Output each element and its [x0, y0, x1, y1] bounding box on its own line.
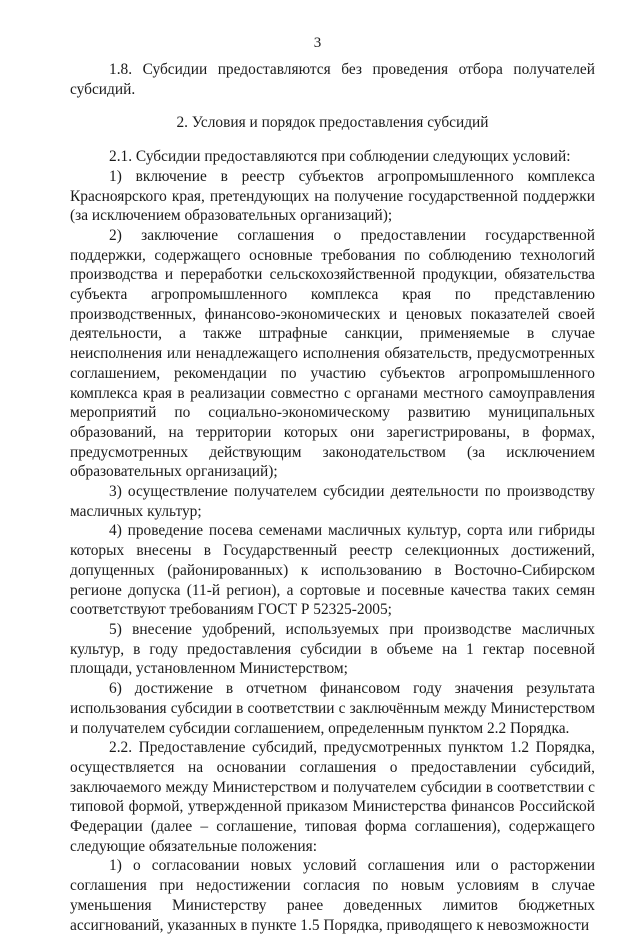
paragraph-2-1: 2.1. Субсидии предоставляются при соблюдении следующих условий:	[109, 148, 571, 166]
list-item-condition-6: 6) достижение в отчетном финансовом году значения результата использования субсидии в соответствии с заключённым между Министерством и получателем субсидии соглашением, определенным пунктом 2.2 Порядка.	[70, 680, 595, 737]
list-item-condition-3: 3) осуществление получателем субсидии деятельности по производству масличных культур;	[70, 483, 595, 520]
paragraph-2-2: 2.2. Предоставление субсидий, предусмотренных пунктом 1.2 Порядка, осуществляется на основании соглашения о предоставлении субсидий, заключаемого между Министерством и получателем субсидии в соответствии с типовой формой, утвержденной приказом Министерства финансов Российской Федерации (далее – соглашение, типовая форма соглашения), содержащего следующие обязательные положения:	[70, 739, 595, 855]
paragraph-1-8: 1.8. Субсидии предоставляются без проведения отбора получателей субсидий.	[70, 61, 595, 98]
list-item-condition-1: 1) включение в реестр субъектов агропромышленного комплекса Красноярского края, претендующих на получение государственной поддержки (за исключением образовательных организаций);	[70, 167, 595, 225]
page-number: 3	[313, 35, 322, 51]
document-body	[70, 60, 595, 935]
list-item-condition-2: 2) заключение соглашения о предоставлении государственной поддержки, содержащего основные требования по соблюдению технологий производства и переработки сельскохозяйственной продукции, обязательства субъекта агропромышленного комплекса края по представлению производственных, финансово-экономических и ценовых показателей своей деятельности, а также штрафные санкции, применяемые в случае неисполнения или ненадлежащего исполнения обязательств, предусмотренных соглашением, рекомендации по участию субъектов агропромышленного комплекса края в реализации совместно с органами местного самоуправления мероприятий по социально-экономическому развитию муниципальных образований, на территории которых они зарегистрированы, в формах, предусмотренных действующим законодательством (за исключением образовательных организаций);	[70, 226, 595, 481]
list-item-condition-5: 5) внесение удобрений, используемых при производстве масличных культур, в году предоставления субсидии в объеме на 1 гектар посевной площади, установленном Министерством;	[70, 620, 595, 678]
section-heading: 2. Условия и порядок предоставления субсидий	[176, 114, 489, 132]
list-item-provision-1: 1) о согласовании новых условий соглашения или о расторжении соглашения при недостижении согласия по новым условиям в случае уменьшения Министерству ранее доведенных лимитов бюджетных ассигнований, указанных в пункте 1.5 Порядка, приводящего к невозможности	[70, 857, 595, 934]
list-item-condition-4: 4) проведение посева семенами масличных культур, сорта или гибриды которых внесены в Государственный реестр селекционных достижений, допущенных (районированных) к использованию в Восточно-Сибирском регионе допуска (11-й регион), а сортовые и посевные качества таких семян соответствуют требованиям ГОСТ Р 52325-2005;	[70, 522, 595, 619]
